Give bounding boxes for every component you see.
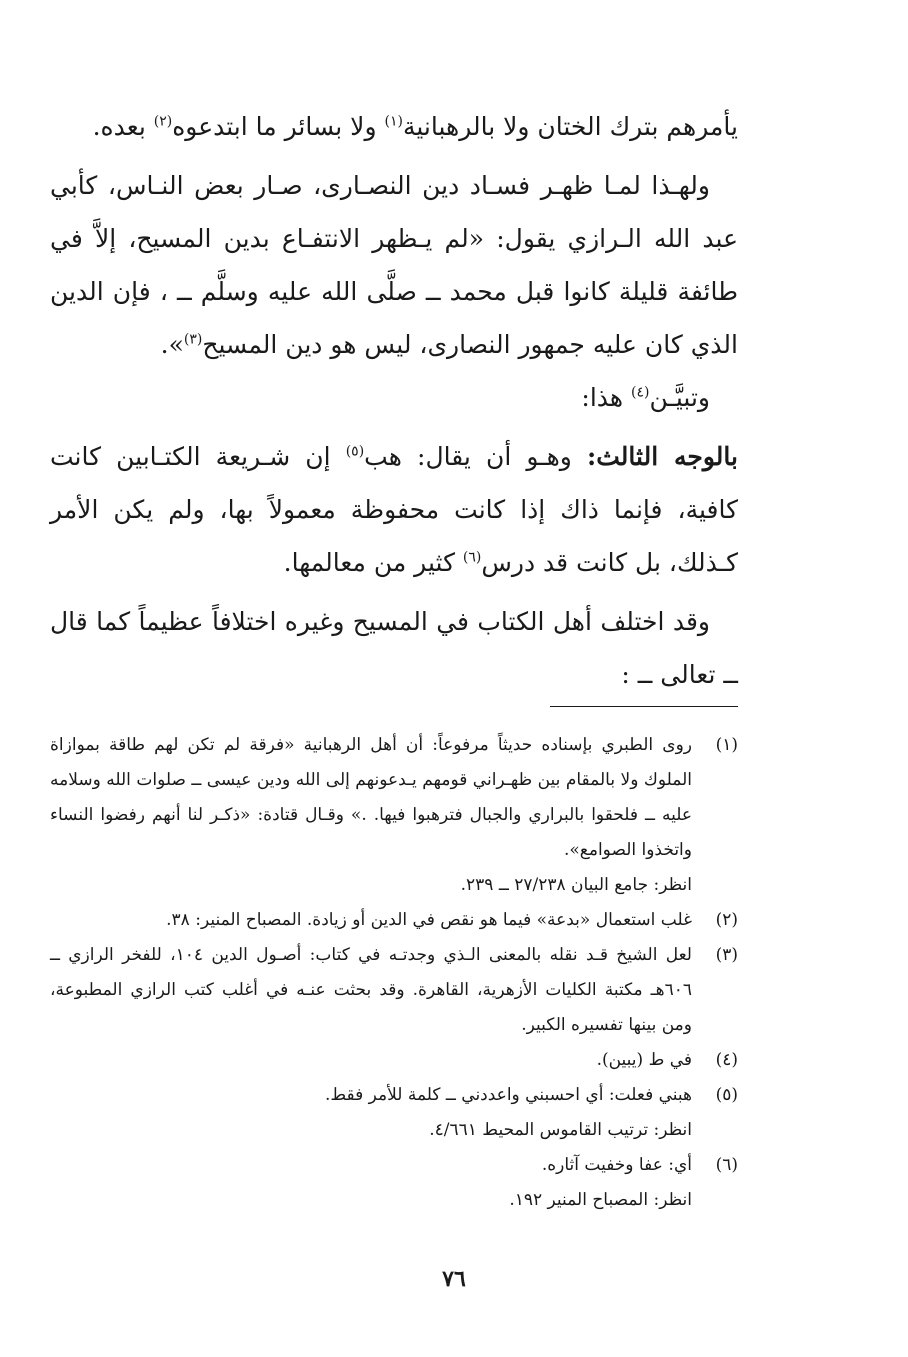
footnote-text: أي: عفا وخفيت آثاره. [541,1155,692,1175]
footnote-marker-2: (٢) [153,113,173,130]
footnote-number: (٢) [715,910,738,930]
footnote-text: غلب استعمال «بدعة» فيما هو نقص في الدين أو زيادة. المصباح المنير: ٣٨. [166,910,692,930]
page-number: ٧٦ [442,1266,466,1292]
paragraph-1-text-continued: ولا بسائر ما ابتدعوه [172,112,385,141]
paragraph-5-text: وقد اختلف أهل الكتاب في المسيح وغيره اختلافاً عظيماً كما قال ــ تعالى ــ : [50,607,738,689]
footnote-reference: انظر: جامع البيان ٢٧/٢٣٨ ــ ٢٣٩. [460,875,692,895]
footnote-marker-1: (١) [384,113,403,130]
paragraph-2-text-end: ». [160,330,184,359]
footnotes [50,728,738,1218]
footnote-text: روى الطبري بإسناده حديثاً مرفوعاً: أن أهل الرهبانية «فرقة لم تكن لهم طاقة بموازاة الملوك ولا بالمقام بين ظهـراني قومهم يـدعونهم إلى الله ودين عيسى ــ صلوات الله وسلامه عليه ــ فلحقوا بالبراري والجبال فترهبوا فيها. .» وقـال قتادة: «ذكـر لنا أنهم رفضوا النساء واتخذوا الصوامع». [50,735,692,860]
footnote-number: (٤) [715,1050,738,1070]
paragraph-1-text-end: بعده. [92,112,154,141]
footnote-number: (٥) [715,1085,738,1105]
paragraph-1 [50,100,738,153]
footnote-2 [50,903,738,938]
footnote-text: هبني فعلت: أي احسبني واعددني ــ كلمة للأمر فقط. [324,1085,692,1105]
footnote-marker-3: (٣) [183,331,203,348]
paragraph-3 [50,371,738,424]
paragraph-2 [50,159,738,371]
main-text [50,100,738,701]
paragraph-1-text: يأمرهم بترك الختان ولا بالرهبانية [402,112,738,141]
footnote-5 [50,1078,738,1148]
footnote-reference: انظر: ترتيب القاموس المحيط ٤/٦٦١. [429,1120,692,1140]
section-heading: بالوجه الثالث: [587,442,738,471]
footnote-number: (١) [715,735,738,755]
paragraph-3-text: وتبيَّـن [649,383,710,412]
footnote-reference: انظر: المصباح المنير ١٩٢. [509,1190,692,1210]
footnote-text: لعل الشيخ قـد نقله بالمعنى الـذي وجدتـه في كتاب: أصـول الدين ١٠٤، للفخر الرازي ــ ٦٠٦هـ مكتبة الكليات الأزهرية، القاهرة. وقد بحثت عنـه في أغلب كتب الرازي المطبوعة، ومن بينها تفسيره الكبير. [50,945,692,1035]
footnote-marker-6: (٦) [462,549,482,566]
paragraph-4-text: وهـو أن يقال: هب [364,442,588,471]
footnote-marker-5: (٥) [345,443,365,460]
footnote-marker-4: (٤) [631,384,650,401]
footnote-text: في ط (يبين). [596,1050,692,1070]
paragraph-2-text: ولهـذا لمـا ظهـر فسـاد دين النصـارى، صـار بعض النـاس، كأبي عبد الله الـرازي يقول: «لم يـظهر الانتفـاع بدين المسيح، إلاَّ في طائفة قليلة كانوا قبل محمد ــ صلَّى الله عليه وسلَّم ــ ، فإن الدين الذي كان عليه جمهور النصارى، ليس هو دين المسيح [50,171,738,359]
footnote-3 [50,938,738,1043]
footnote-4 [50,1043,738,1078]
footnote-number: (٣) [715,945,738,965]
paragraph-4-text-continued: إن شـريعة الكتـابين كانت كافية، فإنما ذاك إذا كانت محفوظة معمولاً بها، ولم يكن الأمر كـذلك، بل كانت قد درس [50,442,738,577]
footnote-1 [50,728,738,903]
footnote-number: (٦) [715,1155,738,1175]
footnote-6 [50,1148,738,1218]
paragraph-4 [50,430,738,589]
footnote-separator [550,706,738,707]
paragraph-4-text-end: كثير من معالمها. [283,548,463,577]
paragraph-3-text-end: هذا: [581,383,632,412]
paragraph-5 [50,595,738,701]
